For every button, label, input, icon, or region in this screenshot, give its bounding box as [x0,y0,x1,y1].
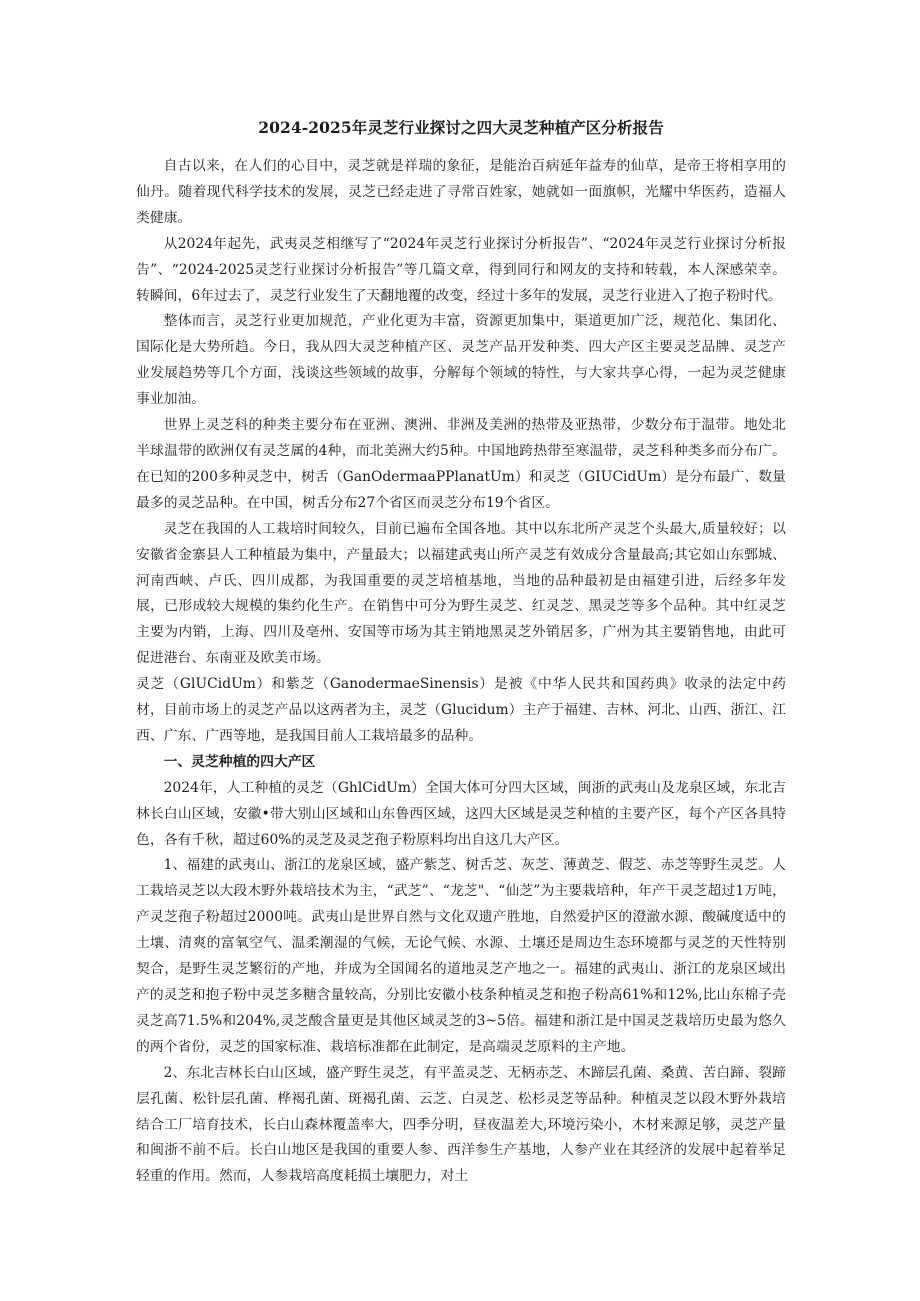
paragraph-4: 世界上灵芝科的种类主要分布在亚洲、澳洲、非洲及美洲的热带及亚热带，少数分布于温带。地处北半球温带的欧洲仅有灵芝属的4种，而北美洲大约5种。中国地跨热带至寒温带，灵芝科种类多而分布广。在已知的200多种灵芝中，树舌（GanOdermaaPPlanatUm）和灵芝（GIUCidUm）是分布最广、数量最多的灵芝品种。在中国，树舌分布27个省区而灵芝分布19个省区。 [136,417,786,511]
paragraph-5: 灵芝在我国的人工栽培时间较久，目前已遍布全国各地。其中以东北所产灵芝个头最大,质量较好；以安徽省金寨县人工种植最为集中，产量最大；以福建武夷山所产灵芝有效成分含量最高;其它如山东鄄城、河南西峡、卢氏、四川成都，为我国重要的灵芝培植基地，当地的品种最初是由福建引进，后经多年发展，已形成较大规模的集约化生产。在销售中可分为野生灵芝、红灵芝、黑灵芝等多个品种。其中红灵芝主要为内销，上海、四川及亳州、安国等市场为其主销地黑灵芝外销居多，广州为其主要销售地，由此可促进港台、东南亚及欧美市场。 [136,520,786,667]
section-paragraph-1: 2024年，人工种植的灵芝（GhlCidUm）全国大体可分四大区域，闽浙的武夷山及龙泉区域，东北吉林长白山区域，安徽•带大别山区域和山东鲁西区域，这四大区域是灵芝种植的主要产区，每个产区各具特色，各有千秋，超过60%的灵芝及灵芝孢子粉原料均出自这几大产区。 [136,779,786,848]
paragraph-1: 自古以来，在人们的心目中，灵芝就是祥瑞的象征，是能治百病延年益寿的仙草，是帝王将相享用的仙丹。随着现代科学技术的发展，灵芝已经走进了寻常百姓家，她就如一面旗帜，光耀中华医药，造福人类健康。 [136,158,786,226]
section-paragraph-2: 1、福建的武夷山、浙江的龙泉区域，盛产紫芝、树舌芝、灰芝、薄黄芝、假芝、赤芝等野生灵芝。人工栽培灵芝以大段木野外栽培技术为主，“武芝”、“龙芝"、“仙芝”为主要栽培种，年产干灵芝超过1万吨，产灵芝孢子粉超过2000吨。武夷山是世界自然与文化双遗产胜地，自然爱护区的澄澈水源、酸碱度适中的土壤、清爽的富氧空气、温柔潮湿的气候，无论气候、水源、土壤还是周边生态环境都与灵芝的天性特别契合，是野生灵芝繁衍的产地，并成为全国闻名的道地灵芝产地之一。福建的武夷山、浙江的龙泉区域出产的灵芝和抱子粉中灵芝多糖含量较高，分别比安徽小枝条种植灵芝和抱子粉高61%和12%,比山东棉子壳灵芝高71.5%和204%,灵芝酸含量更是其他区域灵芝的3~5倍。福建和浙江是中国灵芝栽培历史最为悠久的两个省份，灵芝的国家标准、栽培标准都在此制定，是高端灵芝原料的主产地。 [136,857,786,1055]
section-paragraph-3: 2、东北吉林长白山区域，盛产野生灵芝，有平盖灵芝、无柄赤芝、木蹄层孔菌、桑黄、苦白蹄、裂蹄层孔菌、松针层孔菌、桦褐孔菌、斑褐孔菌、云芝、白灵芝、松杉灵芝等品种。种植灵芝以段木野外栽培结合工厂培育技术，长白山森林覆盖率大，四季分明，昼夜温差大,环境污染小，木材来源足够，灵芝产量和闽浙不前不后。长白山地区是我国的重要人参、西洋参生产基地，人参产业在其经济的发展中起着举足轻重的作用。然而，人参栽培高度耗损土壤肥力，对土 [136,1064,786,1185]
section-heading: 一、灵芝种植的四大产区 [163,753,316,770]
document-body [136,112,786,1190]
paragraph-3: 整体而言，灵芝行业更加规范，产业化更为丰富，资源更加集中，渠道更加广泛，规范化、集团化、国际化是大势所趋。今日，我从四大灵芝种植产区、灵芝产品开发种类、四大产区主要灵芝品牌、灵芝产业发展趋势等几个方面，浅谈这些领域的故事，分解每个领域的特性，与大家共享心得，一起为灵芝健康事业加油。 [136,313,786,408]
paragraph-6: 灵芝（GlUCidUm）和紫芝（GanodermaeSinensis）是被《中华人民共和国药典》收录的法定中药材，目前市场上的灵芝产品以这两者为主，灵芝（Glucidum）主产于福建、吉林、河北、山西、浙江、江西、广东、广西等地，是我国目前人工栽培最多的品种。 [136,676,786,744]
page-title: 2024-2025年灵芝行业探讨之四大灵芝种植产区分析报告 [258,118,664,137]
paragraph-2: 从2024年起先，武夷灵芝相继写了“2024年灵芝行业探讨分析报告”、“2024年灵芝行业探讨分析报告”、“2024-2025灵芝行业探讨分析报告”等几篇文章，得到同行和网友的支持和转载，本人深感荣幸。转瞬间，6年过去了，灵芝行业发生了天翻地覆的改变，经过十多年的发展，灵芝行业进入了抱子粉时代。 [136,235,786,304]
